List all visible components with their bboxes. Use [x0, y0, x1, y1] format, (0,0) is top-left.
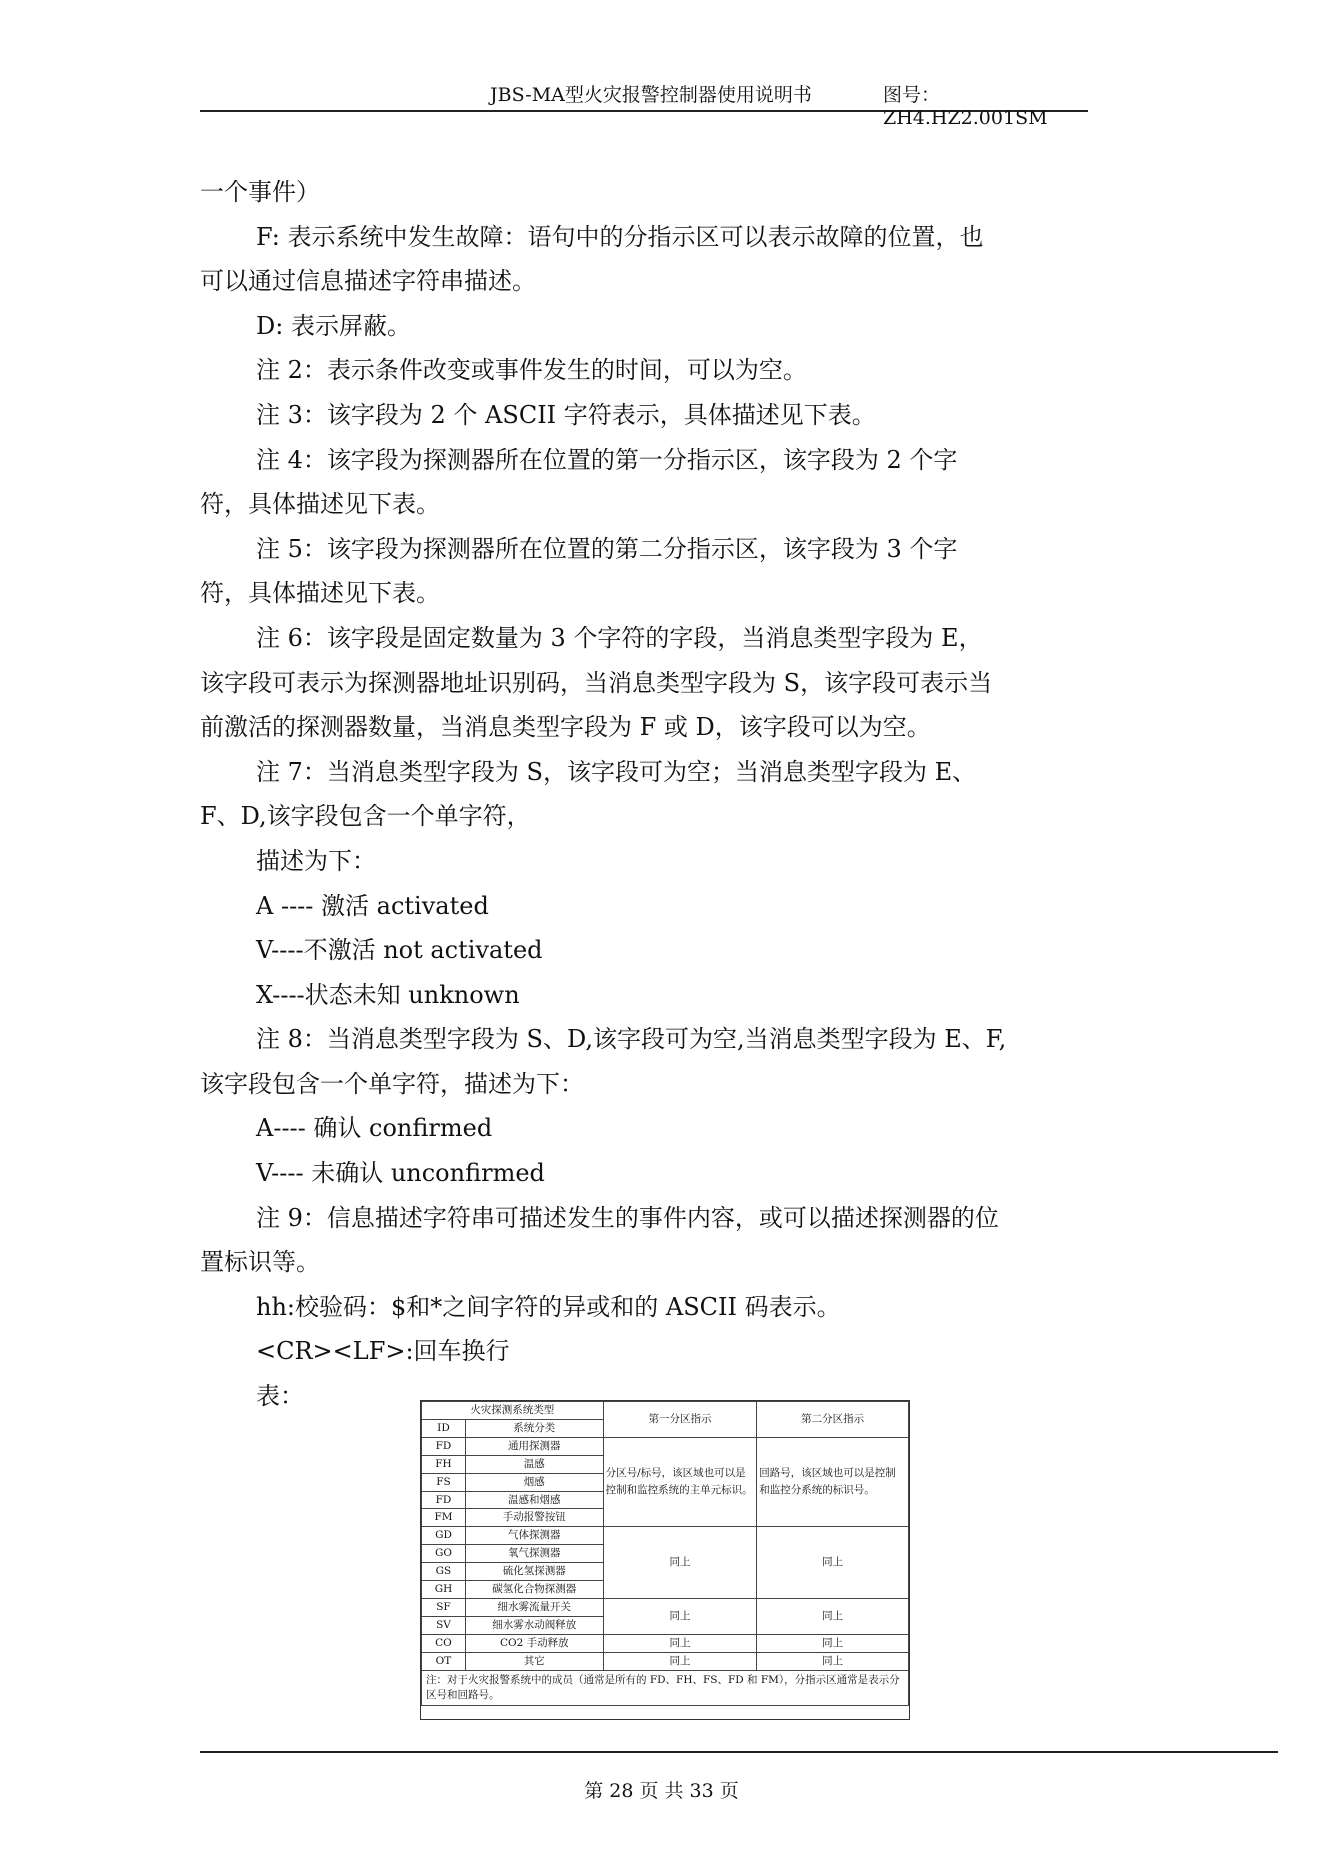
text-line: 注 7：当消息类型字段为 S，该字段可为空；当消息类型字段为 E、: [256, 757, 977, 786]
row-id: FS: [422, 1473, 466, 1491]
zone2-same: 同上: [757, 1634, 909, 1652]
row-id: SF: [422, 1598, 466, 1616]
text-line: 注 2：表示条件改变或事件发生的时间，可以为空。: [256, 356, 807, 385]
row-name: 碳氢化合物探测器: [465, 1581, 603, 1599]
row-name: CO2 手动释放: [465, 1634, 603, 1652]
header-zone1: 第一分区指示: [603, 1402, 757, 1438]
page-header: [200, 78, 1088, 129]
row-name: 细水雾流量开关: [465, 1598, 603, 1616]
text-line: <CR><LF>:回车换行: [256, 1337, 510, 1366]
row-id: GH: [422, 1581, 466, 1599]
page-number: 第 28 页 共 33 页: [584, 1780, 739, 1802]
zone2-description: 回路号，该区域也可以是控制和监控分系统的标识号。: [757, 1437, 909, 1527]
text-line: 注 4：该字段为探测器所在位置的第一分指示区，该字段为 2 个字: [256, 445, 958, 474]
header-zone2: 第二分区指示: [757, 1402, 909, 1438]
text-line: 注 9：信息描述字符串可描述发生的事件内容，或可以描述探测器的位: [256, 1203, 999, 1232]
document-title: JBS-MA型火灾报警控制器使用说明书: [490, 84, 812, 106]
text-line: V---- 未确认 unconfirmed: [256, 1159, 545, 1188]
text-line: V----不激活 not activated: [256, 936, 543, 965]
row-id: CO: [422, 1634, 466, 1652]
row-name: 氧气探测器: [465, 1545, 603, 1563]
text-line: 一个事件）: [200, 178, 320, 206]
text-line: A ---- 激活 activated: [256, 891, 489, 920]
row-name: 温感: [465, 1455, 603, 1473]
row-name: 手动报警按钮: [465, 1509, 603, 1527]
text-line: 表：: [256, 1382, 304, 1411]
zone1-same: 同上: [603, 1634, 757, 1652]
row-id: GD: [422, 1527, 466, 1545]
header-class: 系统分类: [465, 1419, 603, 1437]
zone2-same: 同上: [757, 1598, 909, 1634]
text-line: X----状态未知 unknown: [256, 980, 520, 1009]
footer-rule: [200, 1751, 1278, 1753]
row-name: 其它: [465, 1652, 603, 1670]
row-id: GS: [422, 1563, 466, 1581]
text-line: 注 6：该字段是固定数量为 3 个字符的字段，当消息类型字段为 E，: [256, 623, 983, 652]
text-line: 注 5：该字段为探测器所在位置的第二分指示区，该字段为 3 个字: [256, 534, 958, 563]
text-line: 符，具体描述见下表。: [200, 579, 440, 608]
text-line: D: 表示屏蔽。: [256, 311, 411, 340]
row-name: 气体探测器: [465, 1527, 603, 1545]
row-id: FH: [422, 1455, 466, 1473]
row-id: FD: [422, 1437, 466, 1455]
text-line: 该字段可表示为探测器地址识别码，当消息类型字段为 S，该字段可表示当: [200, 668, 993, 697]
text-line: A---- 确认 confirmed: [256, 1114, 493, 1143]
text-line: 可以通过信息描述字符串描述。: [200, 267, 536, 296]
zone1-same: 同上: [603, 1527, 757, 1599]
row-id: FD: [422, 1491, 466, 1509]
text-line: 前激活的探测器数量，当消息类型字段为 F 或 D，该字段可以为空。: [200, 713, 931, 742]
detector-type-table: [420, 1400, 910, 1720]
row-id: SV: [422, 1616, 466, 1634]
text-line: 置标识等。: [200, 1248, 320, 1277]
text-line: 描述为下：: [256, 846, 376, 875]
zone1-same: 同上: [603, 1598, 757, 1634]
row-name: 硫化氢探测器: [465, 1563, 603, 1581]
zone2-same: 同上: [757, 1527, 909, 1599]
text-line: F: 表示系统中发生故障：语句中的分指示区可以表示故障的位置，也: [256, 222, 984, 251]
row-id: FM: [422, 1509, 466, 1527]
zone1-same: 同上: [603, 1652, 757, 1670]
text-line: F、D,该字段包含一个单字符，: [200, 802, 531, 831]
drawing-number: 图号：ZH4.HZ2.001SM: [883, 84, 1048, 129]
row-name: 烟感: [465, 1473, 603, 1491]
text-line: 注 8：当消息类型字段为 S、D,该字段可为空,当消息类型字段为 E、F,: [256, 1025, 1007, 1054]
header-id: ID: [422, 1419, 466, 1437]
header-system-type: 火灾探测系统类型: [422, 1402, 604, 1420]
text-line: hh:校验码：$和*之间字符的异或和的 ASCII 码表示。: [256, 1292, 841, 1321]
row-name: 温感和烟感: [465, 1491, 603, 1509]
body-text: [200, 170, 1130, 1419]
text-line: 该字段包含一个单字符，描述为下：: [200, 1069, 584, 1098]
table-note: 注：对于火灾报警系统中的成员（通常是所有的 FD、FH、FS、FD 和 FM），分指示区通常是表示分区号和回路号。: [422, 1670, 909, 1705]
text-line: 符，具体描述见下表。: [200, 490, 440, 519]
row-name: 细水雾水动阀释放: [465, 1616, 603, 1634]
row-name: 通用探测器: [465, 1437, 603, 1455]
zone2-same: 同上: [757, 1652, 909, 1670]
row-id: GO: [422, 1545, 466, 1563]
text-line: 注 3：该字段为 2 个 ASCII 字符表示，具体描述见下表。: [256, 400, 876, 429]
zone1-description: 分区号/标号，该区域也可以是控制和监控系统的主单元标识。: [603, 1437, 757, 1527]
row-id: OT: [422, 1652, 466, 1670]
